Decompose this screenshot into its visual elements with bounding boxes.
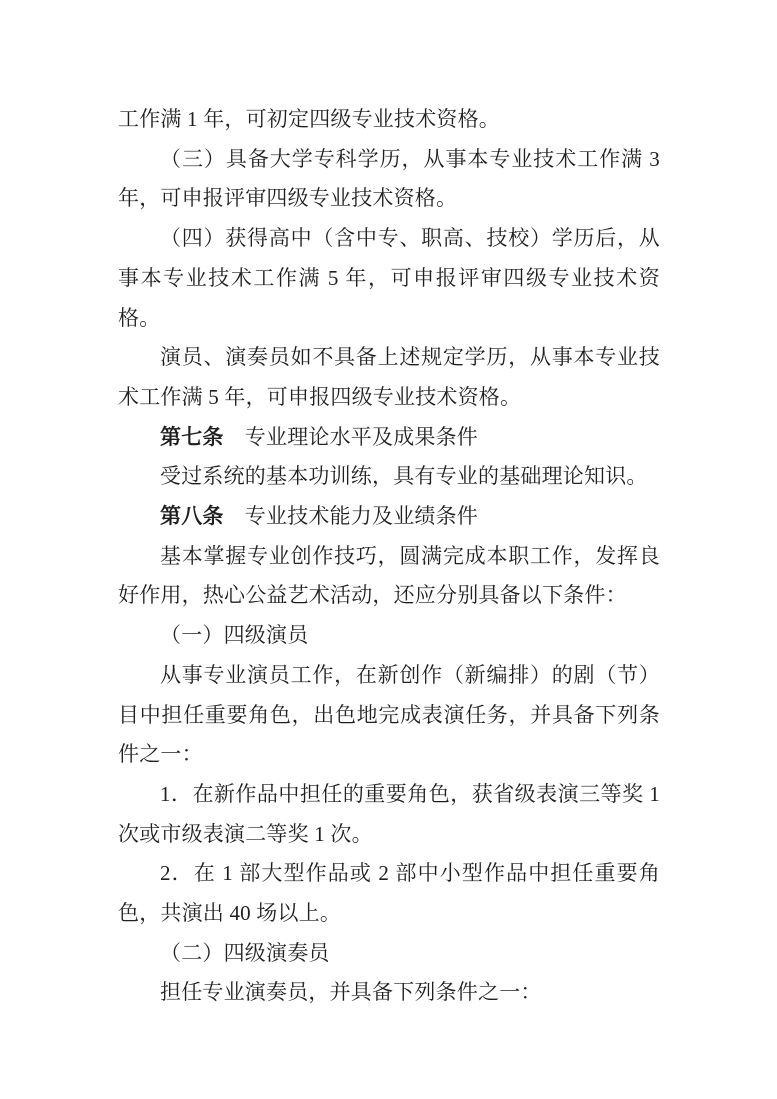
paragraph bbox=[118, 338, 660, 417]
text-run: 专业理论水平及成果条件 bbox=[223, 424, 479, 449]
paragraph bbox=[118, 537, 660, 616]
text-run: （四）获得高中（含中专、职高、技校）学历后，从事本专业技术工作满 5 年，可申报评审四级专业技术资格。 bbox=[118, 226, 660, 330]
paragraph bbox=[118, 934, 660, 974]
paragraph bbox=[118, 219, 660, 338]
text-run: 专业技术能力及业绩条件 bbox=[223, 504, 479, 529]
document-body bbox=[118, 100, 660, 1013]
text-run: 受过系统的基本功训练，具有专业的基础理论知识。 bbox=[160, 464, 648, 489]
text-run: 从事专业演员工作，在新创作（新编排）的剧（节）目中担任重要角色，出色地完成表演任务，并具备下列条件之一： bbox=[118, 662, 660, 767]
paragraph bbox=[118, 457, 660, 497]
paragraph bbox=[118, 616, 660, 656]
text-run: 担任专业演奏员，并具备下列条件之一： bbox=[160, 980, 542, 1005]
article-number: 第八条 bbox=[160, 504, 224, 529]
article-number: 第七条 bbox=[160, 424, 224, 449]
paragraph bbox=[118, 497, 660, 537]
text-run: 2．在 1 部大型作品或 2 部中小型作品中担任重要角色，共演出 40 场以上。 bbox=[118, 861, 660, 926]
text-run: 工作满 1 年，可初定四级专业技术资格。 bbox=[118, 107, 500, 131]
text-run: （二）四级演奏员 bbox=[160, 940, 330, 965]
paragraph bbox=[118, 854, 660, 933]
paragraph bbox=[118, 100, 660, 140]
paragraph bbox=[118, 775, 660, 854]
paragraph bbox=[118, 973, 660, 1013]
text-run: 1．在新作品中担任的重要角色，获省级表演三等奖 1 次或市级表演二等奖 1 次。 bbox=[118, 781, 660, 846]
paragraph bbox=[118, 140, 660, 219]
text-run: （一）四级演员 bbox=[160, 623, 309, 648]
text-run: 基本掌握专业创作技巧，圆满完成本职工作，发挥良好作用，热心公益艺术活动，还应分别具备以下条件： bbox=[118, 543, 660, 608]
text-run: （三）具备大学专科学历，从事本专业技术工作满 3 年，可申报评审四级专业技术资格。 bbox=[118, 146, 660, 211]
paragraph bbox=[118, 418, 660, 458]
text-run: 演员、演奏员如不具备上述规定学历，从事本专业技术工作满 5 年，可申报四级专业技术资格。 bbox=[118, 345, 660, 409]
paragraph bbox=[118, 656, 660, 775]
